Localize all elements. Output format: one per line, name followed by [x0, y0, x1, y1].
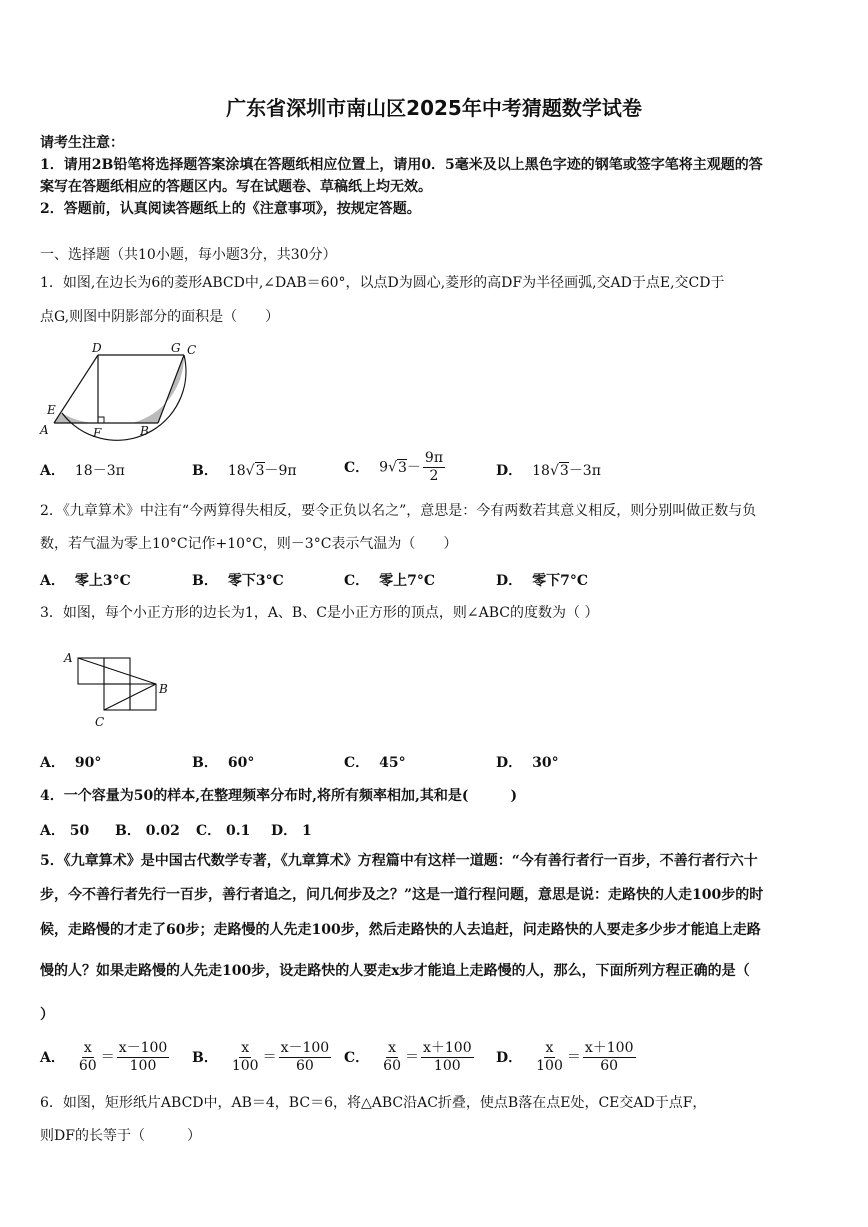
q3-label-b: B	[159, 682, 168, 696]
q1-option-c[interactable]: C． 9√3－ $\frac{9\pi}{2}$	[344, 450, 444, 484]
q5-option-c[interactable]: C． $\frac{x}{60}$ ＝ $\frac{x+100}{100}$	[344, 1040, 472, 1074]
notice-line-1a: 1．请用2B铅笔将选择题答案涂填在答题纸相应位置上，请用0．5毫米及以上黑色字迹的钢笔或签字笔将主观题的答	[40, 157, 763, 173]
q5-line-3: 候，走路慢的才走了60步；走路慢的人先走100步，然后走路快的人去追赶，问走路快的人要走多少步才能追上走路	[40, 922, 761, 938]
q1-line-2: 点G,则图中阴影部分的面积是（ ）	[40, 309, 280, 325]
q3-option-d[interactable]: D． 30°	[496, 755, 559, 771]
q2-option-a[interactable]: A． 零上3°C	[40, 573, 131, 589]
q5-line-4: 慢的人？如果走路慢的人先走100步，设走路快的人要走x步才能追上走路慢的人，那么，下面所列方程正确的是（	[40, 963, 750, 979]
q1-option-a[interactable]: A． 18－3π	[40, 463, 125, 479]
q1-label-a: A	[40, 423, 49, 437]
notice-heading: 请考生注意：	[40, 135, 124, 151]
q1-label-d: D	[92, 341, 102, 355]
q3-label-c: C	[95, 715, 105, 729]
q2-line-2: 数，若气温为零上10°C记作+10°C，则－3°C表示气温为（ ）	[40, 536, 458, 552]
q2-option-c[interactable]: C． 零上7°C	[344, 573, 436, 589]
q3-option-b[interactable]: B． 60°	[192, 755, 255, 771]
q1-option-b[interactable]: B． 18√3－9π	[192, 463, 297, 479]
q2-option-b[interactable]: B． 零下3°C	[192, 573, 284, 589]
section-heading: 一、选择题（共10小题，每小题3分，共30分）	[40, 247, 337, 263]
q5-line-2: 步，今不善行者先行一百步，善行者追之，问几何步及之？”这是一道行程问题，意思是说：走路快的人走100步的时	[40, 887, 764, 903]
q5-line-1: 5．《九章算术》是中国古代数学专著，《九章算术》方程篇中有这样一道题：“今有善行者行一百步，不善行者行六十	[40, 853, 758, 869]
q3-label-a: A	[64, 651, 73, 665]
q1-line-1: 1．如图,在边长为6的菱形ABCD中,∠DAB＝60°，以点D为圆心,菱形的高DF为半径画弧,交AD于点E,交CD于	[40, 275, 725, 291]
q1-shaded-right	[132, 355, 184, 423]
q3-line-1: 3．如图，每个小正方形的边长为1，A、B、C是小正方形的顶点，则∠ABC的度数为（ ）	[40, 605, 599, 621]
q1-label-f: F	[93, 426, 102, 440]
q3-option-a[interactable]: A． 90°	[40, 755, 102, 771]
q3-grid-figure	[58, 648, 178, 734]
q5-line-5: ）	[40, 1007, 54, 1023]
q4-line-1: 4．一个容量为50的样本,在整理频率分布时,将所有频率相加,其和是( )	[40, 788, 518, 804]
q5-option-b[interactable]: B． $\frac{x}{100}$ ＝ $\frac{x-100}{60}$	[192, 1040, 330, 1074]
q1-label-g: G	[171, 341, 181, 355]
q4-option-d[interactable]: D． 1	[271, 823, 312, 839]
q5-option-d[interactable]: D． $\frac{x}{100}$ ＝ $\frac{x+100}{60}$	[496, 1040, 634, 1074]
q3-option-c[interactable]: C． 45°	[344, 755, 406, 771]
q1-label-b: B	[140, 424, 149, 438]
q1-label-c: C	[187, 343, 196, 357]
q6-line-1: 6．如图，矩形纸片ABCD中，AB＝4，BC＝6，将△ABC沿AC折叠，使点B落在点E处，CE交AD于点F，	[40, 1095, 707, 1111]
q1-label-e: E	[47, 403, 56, 417]
q4-option-b[interactable]: B． 0.02	[115, 823, 180, 839]
q4-option-a[interactable]: A． 50	[40, 823, 90, 839]
notice-line-2: 2．答题前，认真阅读答题纸上的《注意事项》，按规定答题。	[40, 201, 421, 217]
q2-line-1: 2．《九章算术》中注有“今两算得失相反，要令正负以名之”，意思是：今有两数若其意义相反，则分别叫做正数与负	[40, 503, 757, 519]
q5-option-a[interactable]: A． $\frac{x}{60}$ ＝ $\frac{x-100}{100}$	[40, 1040, 168, 1074]
page-title: 广东省深圳市南山区2025年中考猜题数学试卷	[226, 96, 642, 120]
q1-shaded-left	[54, 413, 98, 423]
q1-rhombus-figure	[36, 338, 196, 442]
notice-line-1b: 案写在答题纸相应的答题区内。写在试题卷、草稿纸上均无效。	[40, 179, 432, 195]
q6-line-2: 则DF的长等于（ ）	[40, 1128, 201, 1144]
q1-option-d[interactable]: D． 18√3－3π	[496, 463, 601, 479]
q4-option-c[interactable]: C． 0.1	[196, 823, 251, 839]
q2-option-d[interactable]: D． 零下7°C	[496, 573, 589, 589]
